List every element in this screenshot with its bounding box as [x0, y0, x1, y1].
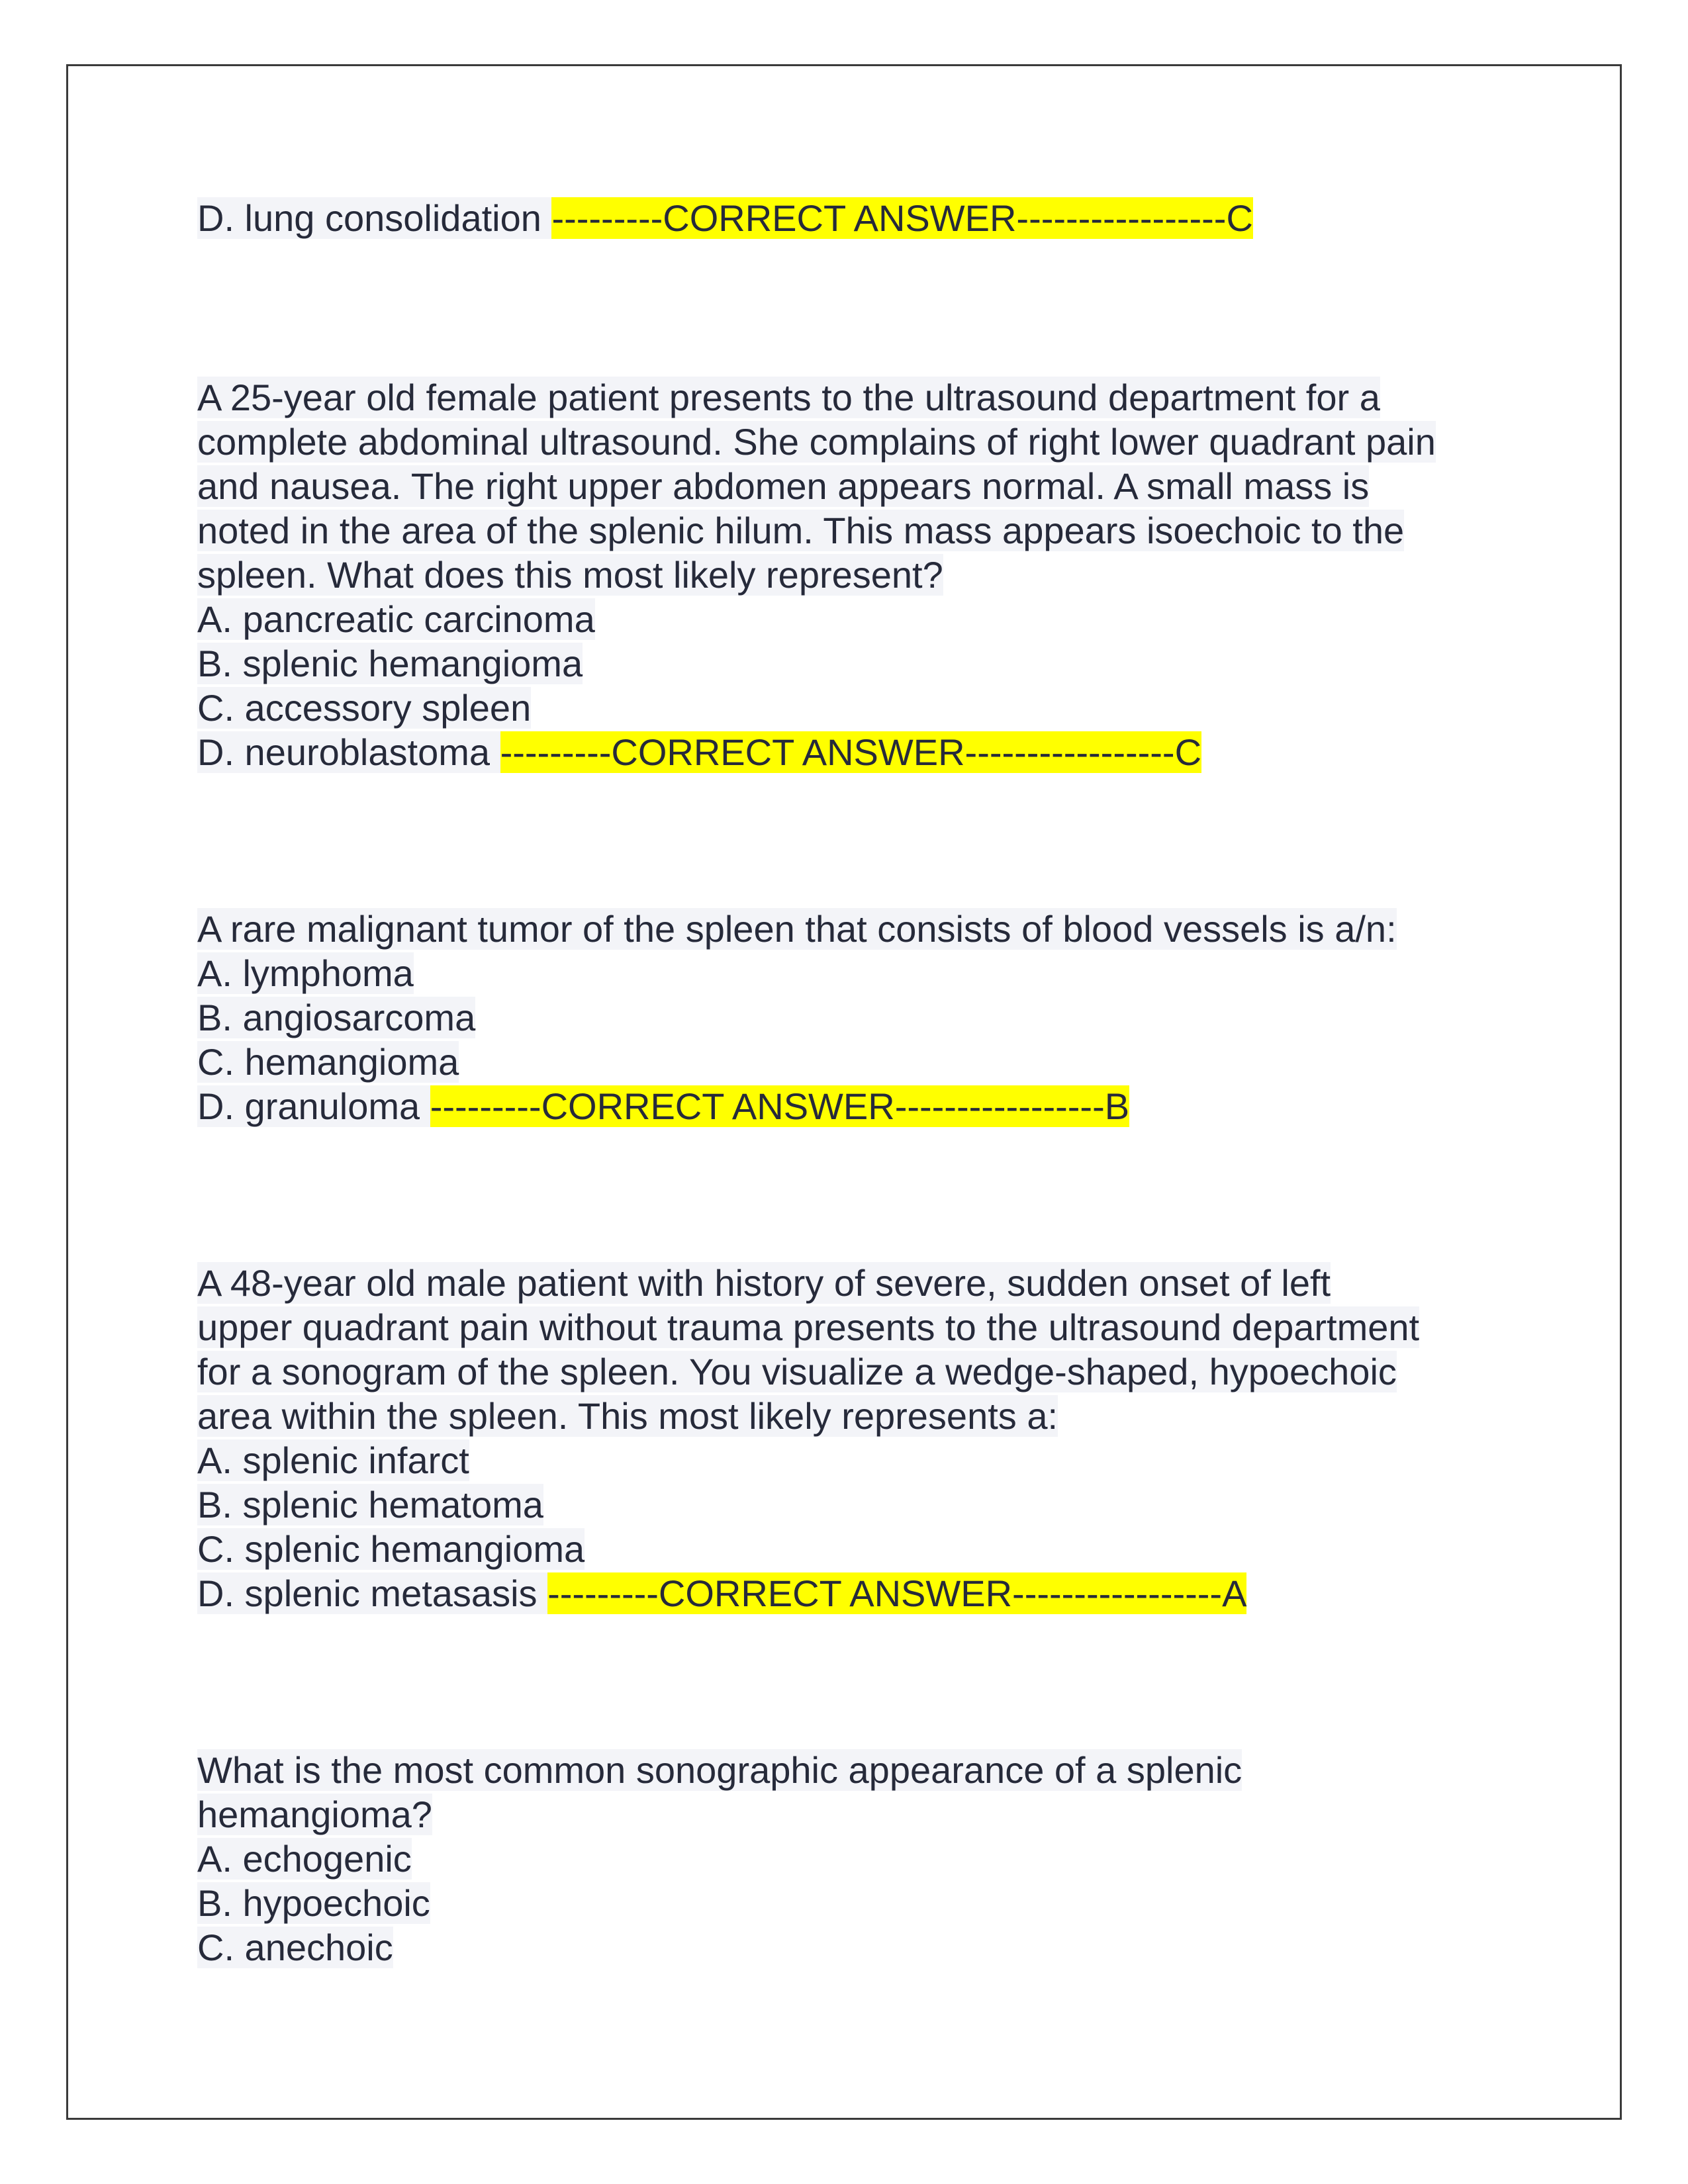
answer-line	[197, 1571, 1521, 1615]
answer-line	[197, 1084, 1521, 1128]
spacer	[197, 1615, 1521, 1748]
question-line: hemangioma?	[197, 1794, 432, 1835]
option-text: D. neuroblastoma	[197, 731, 491, 773]
correct-answer-highlight	[500, 731, 1201, 773]
option-line: A. pancreatic carcinoma	[197, 598, 595, 640]
question-line: What is the most common sonographic appearance of a splenic	[197, 1749, 1243, 1791]
answer-letter: B	[1104, 1085, 1130, 1127]
option-line: B. angiosarcoma	[197, 997, 476, 1038]
answer-label: ---------CORRECT ANSWER-----------------	[547, 1572, 1223, 1614]
option-text: D. splenic metasasis	[197, 1572, 538, 1614]
answer-letter: C	[1174, 731, 1202, 773]
option-line: A. splenic infarct	[197, 1439, 469, 1481]
question-block	[197, 375, 1521, 774]
answer-label: ---------CORRECT ANSWER-----------------	[551, 197, 1227, 239]
option-line: B. hypoechoic	[197, 1882, 430, 1924]
question-line: spleen. What does this most likely represent?	[197, 554, 943, 596]
option-line: B. splenic hematoma	[197, 1484, 543, 1525]
option-line: B. splenic hemangioma	[197, 643, 583, 684]
document-content	[197, 196, 1521, 1970]
spacer	[197, 1128, 1521, 1261]
option-text: D. lung consolidation	[197, 197, 541, 239]
option-line: C. accessory spleen	[197, 687, 532, 729]
option-line: A. echogenic	[197, 1838, 412, 1880]
question-block	[197, 907, 1521, 1128]
question-line: noted in the area of the splenic hilum. This mass appears isoechoic to the	[197, 510, 1405, 551]
question-block	[197, 196, 1521, 240]
question-line: complete abdominal ultrasound. She complains of right lower quadrant pain	[197, 421, 1436, 463]
correct-answer-highlight	[430, 1085, 1129, 1127]
question-line: and nausea. The right upper abdomen appears normal. A small mass is	[197, 465, 1370, 507]
question-block	[197, 1748, 1521, 1970]
correct-answer-highlight	[551, 197, 1252, 239]
question-line: area within the spleen. This most likely represents a:	[197, 1395, 1058, 1437]
answer-label: ---------CORRECT ANSWER-----------------	[500, 731, 1175, 773]
answer-line	[197, 196, 1521, 240]
question-line: for a sonogram of the spleen. You visualize a wedge-shaped, hypoechoic	[197, 1351, 1397, 1392]
spacer	[197, 774, 1521, 907]
answer-letter: A	[1222, 1572, 1247, 1614]
option-line: C. splenic hemangioma	[197, 1528, 585, 1570]
option-line: C. hemangioma	[197, 1041, 459, 1083]
correct-answer-highlight	[547, 1572, 1246, 1614]
question-line: upper quadrant pain without trauma presents to the ultrasound department	[197, 1306, 1420, 1348]
spacer	[197, 240, 1521, 375]
question-line: A 25-year old female patient presents to the ultrasound department for a	[197, 377, 1380, 418]
answer-line	[197, 730, 1521, 774]
option-line: C. anechoic	[197, 1927, 393, 1968]
option-line: A. lymphoma	[197, 952, 414, 994]
option-text: D. granuloma	[197, 1085, 420, 1127]
question-line: A 48-year old male patient with history of severe, sudden onset of left	[197, 1262, 1331, 1304]
question-line: A rare malignant tumor of the spleen that consists of blood vessels is a/n:	[197, 908, 1397, 950]
question-block	[197, 1261, 1521, 1615]
answer-label: ---------CORRECT ANSWER-----------------	[430, 1085, 1105, 1127]
answer-letter: C	[1226, 197, 1253, 239]
